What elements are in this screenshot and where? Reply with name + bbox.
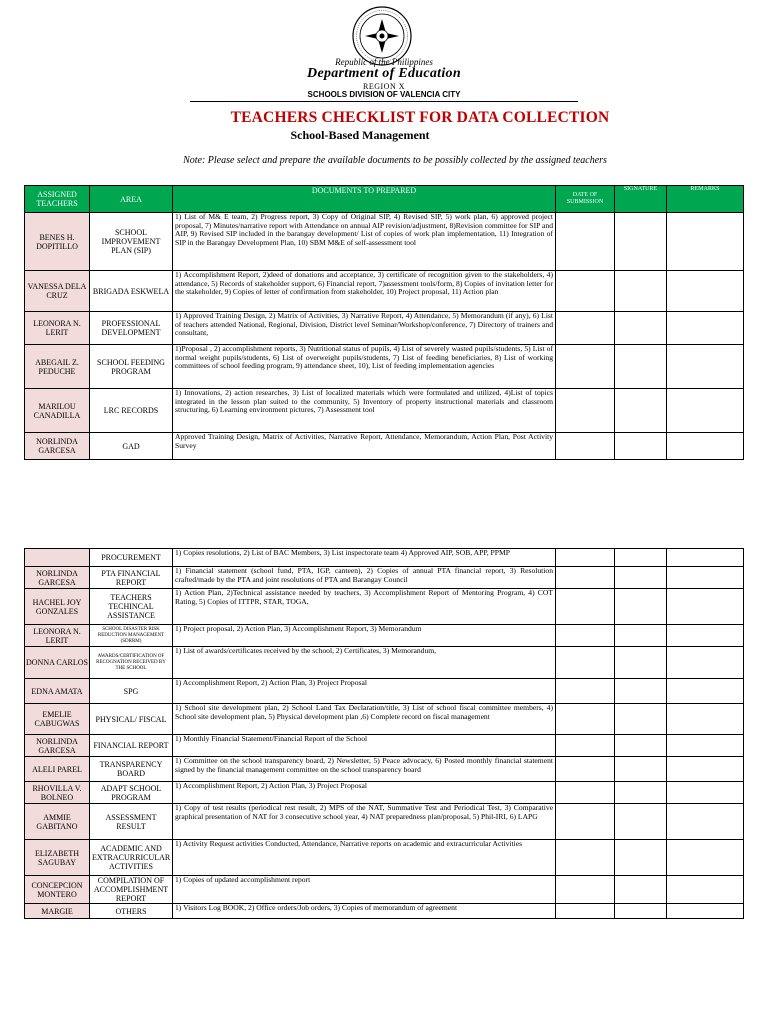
signature-cell[interactable]	[615, 647, 667, 679]
area-cell: OTHERS	[90, 904, 173, 919]
area-cell: SPG	[90, 679, 173, 704]
signature-cell[interactable]	[615, 271, 667, 312]
remarks-cell[interactable]	[667, 840, 744, 876]
area-cell: SCHOOL DISASTER RISK REDUCTION MANAGEMENT (SDRRM)	[90, 625, 173, 647]
date-of-submission-cell[interactable]	[556, 840, 615, 876]
date-of-submission-cell[interactable]	[556, 567, 615, 589]
table-row	[25, 840, 744, 876]
table-row	[25, 433, 744, 460]
table-row	[25, 904, 744, 919]
assigned-teacher-cell: LEONORA N. LERIT	[25, 625, 90, 647]
date-of-submission-cell[interactable]	[556, 904, 615, 919]
area-cell: ASSESSMENT RESULT	[90, 804, 173, 840]
division-line: SCHOOLS DIVISION OF VALENCIA CITY	[307, 90, 461, 99]
assigned-teacher-cell: EDNA AMATA	[25, 679, 90, 704]
col-assigned-teachers: ASSIGNED TEACHERS	[25, 186, 90, 213]
signature-cell[interactable]	[615, 433, 667, 460]
area-cell: PROFESSIONAL DEVELOPMENT	[90, 312, 173, 345]
area-cell: AWARDS/CERTIFICATION OF RECOGNATION RECEIVED BY THE SCHOOL	[90, 647, 173, 679]
table-header-row	[25, 186, 744, 213]
assigned-teacher-cell: MARILOU CANADILLA	[25, 389, 90, 433]
date-of-submission-cell[interactable]	[556, 679, 615, 704]
area-cell: PTA FINANCIAL REPORT	[90, 567, 173, 589]
remarks-cell[interactable]	[667, 904, 744, 919]
area-cell: TEACHERS TECHINCAL ASSISTANCE	[90, 589, 173, 625]
remarks-cell[interactable]	[667, 312, 744, 345]
remarks-cell[interactable]	[667, 213, 744, 271]
remarks-cell[interactable]	[667, 389, 744, 433]
signature-cell[interactable]	[615, 757, 667, 782]
documents-cell: Approved Training Design, Matrix of Activities, Narrative Report, Attendance, Memorandum, Action Plan, Post Activity Survey	[173, 433, 556, 460]
documents-cell: 1) Financial statement (school fund, PTA, IGP, canteen), 2) Copies of annual PTA financial report, 3) Resolution crafted/made by the PTA and joint resolutions of PTA and Barangay Council	[173, 567, 556, 589]
table-row	[25, 389, 744, 433]
table-row	[25, 549, 744, 567]
area-cell: PROCUREMENT	[90, 549, 173, 567]
area-cell: BRIGADA ESKWELA	[90, 271, 173, 312]
signature-cell[interactable]	[615, 840, 667, 876]
area-cell: FINANCIAL REPORT	[90, 735, 173, 757]
table-row	[25, 647, 744, 679]
assigned-teacher-cell: CONCEPCION MONTERO	[25, 876, 90, 904]
assigned-teacher-cell: NORLINDA GARCESA	[25, 433, 90, 460]
assigned-teacher-cell: DONNA CARLOS	[25, 647, 90, 679]
checklist-table-1	[24, 185, 744, 460]
col-area: AREA	[90, 186, 173, 213]
area-cell: LRC RECORDS	[90, 389, 173, 433]
table-row	[25, 876, 744, 904]
table-row	[25, 782, 744, 804]
remarks-cell[interactable]	[667, 679, 744, 704]
documents-cell: 1) Committee on the school transparency board, 2) Newsletter, 5) Peace advocacy, 6) Posted monthly financial statement signed by the financial management committee on the school transparency board	[173, 757, 556, 782]
assigned-teacher-cell: ABEGAIL Z. PEDUCHE	[25, 345, 90, 389]
checklist-table-2	[24, 548, 744, 919]
documents-cell: 1) Accomplishment Report, 2) Action Plan, 3) Project Proposal	[173, 782, 556, 804]
table-row	[25, 625, 744, 647]
area-cell: SCHOOL IMPROVEMENT PLAN (SIP)	[90, 213, 173, 271]
col-documents: DOCUMENTS TO PREPARED	[173, 186, 556, 213]
signature-cell[interactable]	[615, 312, 667, 345]
area-cell: GAD	[90, 433, 173, 460]
instruction-note: Note: Please select and prepare the available documents to be possibly collected by the assigned teachers	[183, 155, 607, 166]
assigned-teacher-cell: ELIZABETH SAGUBAY	[25, 840, 90, 876]
remarks-cell[interactable]	[667, 782, 744, 804]
remarks-cell[interactable]	[667, 345, 744, 389]
table-row	[25, 271, 744, 312]
documents-cell: 1) Project proposal, 2) Action Plan, 3) Accomplishment Report, 3) Memorandum	[173, 625, 556, 647]
date-of-submission-cell[interactable]	[556, 876, 615, 904]
date-of-submission-cell[interactable]	[556, 782, 615, 804]
department-name: Department of Education	[307, 66, 461, 81]
date-of-submission-cell[interactable]	[556, 804, 615, 840]
assigned-teacher-cell: AMMIE GABITANO	[25, 804, 90, 840]
signature-cell[interactable]	[615, 345, 667, 389]
signature-cell[interactable]	[615, 904, 667, 919]
documents-cell: 1) Accomplishment Report, 2) Action Plan, 3) Project Proposal	[173, 679, 556, 704]
area-cell: PHYSICAL/ FISCAL	[90, 704, 173, 735]
date-of-submission-cell[interactable]	[556, 312, 615, 345]
table-row	[25, 567, 744, 589]
table-row	[25, 757, 744, 782]
signature-cell[interactable]	[615, 567, 667, 589]
documents-cell: 1) Copies of updated accomplishment report	[173, 876, 556, 904]
table-row	[25, 704, 744, 735]
date-of-submission-cell[interactable]	[556, 589, 615, 625]
remarks-cell[interactable]	[667, 647, 744, 679]
date-of-submission-cell[interactable]	[556, 345, 615, 389]
assigned-teacher-cell: LEONORA N. LERIT	[25, 312, 90, 345]
assigned-teacher-cell: ALELI PAREL	[25, 757, 90, 782]
table-row	[25, 589, 744, 625]
documents-cell: 1) List of awards/certificates received by the school, 2) Certificates, 3) Memorandum,	[173, 647, 556, 679]
signature-cell[interactable]	[615, 389, 667, 433]
remarks-cell[interactable]	[667, 757, 744, 782]
remarks-cell[interactable]	[667, 433, 744, 460]
remarks-cell[interactable]	[667, 567, 744, 589]
area-cell: ACADEMIC AND EXTRACURRICULAR ACTIVITIES	[90, 840, 173, 876]
col-remarks: REMARKS	[667, 186, 744, 213]
documents-cell: 1) Accomplishment Report, 2)deed of donations and acceptance, 3) certificate of recognition given to the stakeholders, 4) attendance, 5) Records of stakeholder support, 6) Financial report, 7)assessment tools/form, 8) Copies of invitation letter for the stakeholder, 9) Copies of letter of confirmation from stakeholder, 10) Project proposal, 11) Action plan	[173, 271, 556, 312]
date-of-submission-cell[interactable]	[556, 735, 615, 757]
date-of-submission-cell[interactable]	[556, 389, 615, 433]
date-of-submission-cell[interactable]	[556, 704, 615, 735]
assigned-teacher-cell: EMELIE CABUGWAS	[25, 704, 90, 735]
assigned-teacher-cell: NORLINDA GARCESA	[25, 735, 90, 757]
signature-cell[interactable]	[615, 876, 667, 904]
republic-line: Republic of the Philippines	[335, 57, 433, 67]
remarks-cell[interactable]	[667, 804, 744, 840]
assigned-teacher-cell: RHOVILLA V. BOLNEO	[25, 782, 90, 804]
area-cell: ADAPT SCHOOL PROGRAM	[90, 782, 173, 804]
date-of-submission-cell[interactable]	[556, 433, 615, 460]
documents-cell: 1) List of M& E team, 2) Progress report, 3) Copy of Original SIP, 4) Revised SIP, 5) work plan, 6) approved project proposal, 7) Minutes/narrative report with Attendance on annual AIP revision/adjustment, 8)Revision committee for SIP and AIP, 9) Revised SIP included in the barangay development/ List of copies of work plan implementation, 11) Integration of SIP in the Barangay Development Plan, 10) SBM M&E of self-assessment tool	[173, 213, 556, 271]
table-row	[25, 345, 744, 389]
signature-cell[interactable]	[615, 589, 667, 625]
remarks-cell[interactable]	[667, 876, 744, 904]
documents-cell: 1) Copy of test results (periodical rest result, 2) MPS of the NAT, Summative Test and Periodical Test, 3) Comparative graphical presentation of NAT for 3 consecutive school year, 4) NAT preparedness plan/proposal, 5) Phil-IRI, 6) LAPG	[173, 804, 556, 840]
date-of-submission-cell[interactable]	[556, 647, 615, 679]
page-title: TEACHERS CHECKLIST FOR DATA COLLECTION	[230, 109, 610, 126]
assigned-teacher-cell: VANESSA DELA CRUZ	[25, 271, 90, 312]
signature-cell[interactable]	[615, 213, 667, 271]
documents-cell: 1) Visitors Log BOOK, 2) Office orders/Job orders, 3) Copies of memorandum of agreement	[173, 904, 556, 919]
documents-cell: 1) Monthly Financial Statement/Financial Report of the School	[173, 735, 556, 757]
remarks-cell[interactable]	[667, 589, 744, 625]
area-cell: TRANSPARENCY BOARD	[90, 757, 173, 782]
table-row	[25, 213, 744, 271]
header-divider	[190, 101, 578, 102]
col-date-of-submission: DATE OF SUBMISSION	[556, 186, 615, 213]
remarks-cell[interactable]	[667, 704, 744, 735]
signature-cell[interactable]	[615, 549, 667, 567]
signature-cell[interactable]	[615, 625, 667, 647]
assigned-teacher-cell: NORLINDA GARCESA	[25, 567, 90, 589]
page-subtitle: School-Based Management	[290, 128, 430, 142]
assigned-teacher-cell: BENES H. DOPITILLO	[25, 213, 90, 271]
remarks-cell[interactable]	[667, 735, 744, 757]
table-row	[25, 735, 744, 757]
date-of-submission-cell[interactable]	[556, 213, 615, 271]
col-signature: SIGNATURE	[615, 186, 667, 213]
area-cell: SCHOOL FEEDING PROGRAM	[90, 345, 173, 389]
assigned-teacher-cell: MARGIE	[25, 904, 90, 919]
remarks-cell[interactable]	[667, 271, 744, 312]
table-row	[25, 679, 744, 704]
signature-cell[interactable]	[615, 735, 667, 757]
region-line: REGION X	[363, 82, 405, 91]
date-of-submission-cell[interactable]	[556, 549, 615, 567]
signature-cell[interactable]	[615, 804, 667, 840]
table-row	[25, 804, 744, 840]
assigned-teacher-cell: HACHEL JOY GONZALES	[25, 589, 90, 625]
date-of-submission-cell[interactable]	[556, 625, 615, 647]
signature-cell[interactable]	[615, 782, 667, 804]
documents-cell: 1) Approved Training Design, 2) Matrix of Activities, 3) Narrative Report, 4) Attendance, 5) Memorandum (if any), 6) List of teachers attended National, Regional, Division, District level Seminar/Workshop/conference, 7) Directory of trainers and consultant,	[173, 312, 556, 345]
documents-cell: 1) Activity Request activities Conducted, Attendance, Narrative reports on academic and extracurricular Activities	[173, 840, 556, 876]
area-cell: COMPILATION OF ACCOMPLISHMENT REPORT	[90, 876, 173, 904]
documents-cell: 1)Proposal , 2) accomplishment reports, 3) Nutritional status of pupils, 4) List of severely wasted pupils/students, 5) List of normal weight pupils/students, 6) List of overweight pupils/students, 7) List of feeding beneficiaries, 8) List of working committees of school feeding program, 9) attendance sheet, 10), List of feeding implementation agencies	[173, 345, 556, 389]
remarks-cell[interactable]	[667, 625, 744, 647]
table-row	[25, 312, 744, 345]
date-of-submission-cell[interactable]	[556, 271, 615, 312]
signature-cell[interactable]	[615, 704, 667, 735]
documents-cell: 1) School site development plan, 2) School Land Tax Declaration/title, 3) List of school fiscal committee members, 4) School site development plan, 5) Physical development plan ,6) Complete record on fiscal management	[173, 704, 556, 735]
assigned-teacher-cell	[25, 549, 90, 567]
documents-cell: 1) Action Plan, 2)Technical assistance needed by teachers, 3) Accomplishment Report of Mentoring Program, 4) COT Rating, 5) Copies of ITTPR, STAR, TOGA,	[173, 589, 556, 625]
date-of-submission-cell[interactable]	[556, 757, 615, 782]
signature-cell[interactable]	[615, 679, 667, 704]
documents-cell: 1) Innovations, 2) action researches, 3) List of localized materials which were formulated and utilized, 4)List of topics integrated in the lesson plan suited to the community, 5) Inventory of property instructional materials and classroom structuring, 6) Learning environment pictures, 7) Assessment tool	[173, 389, 556, 433]
remarks-cell[interactable]	[667, 549, 744, 567]
documents-cell: 1) Copies resolutions, 2) List of BAC Members, 3) List inspectorate team 4) Approved AIP, SOB, APP, PPMP	[173, 549, 556, 567]
